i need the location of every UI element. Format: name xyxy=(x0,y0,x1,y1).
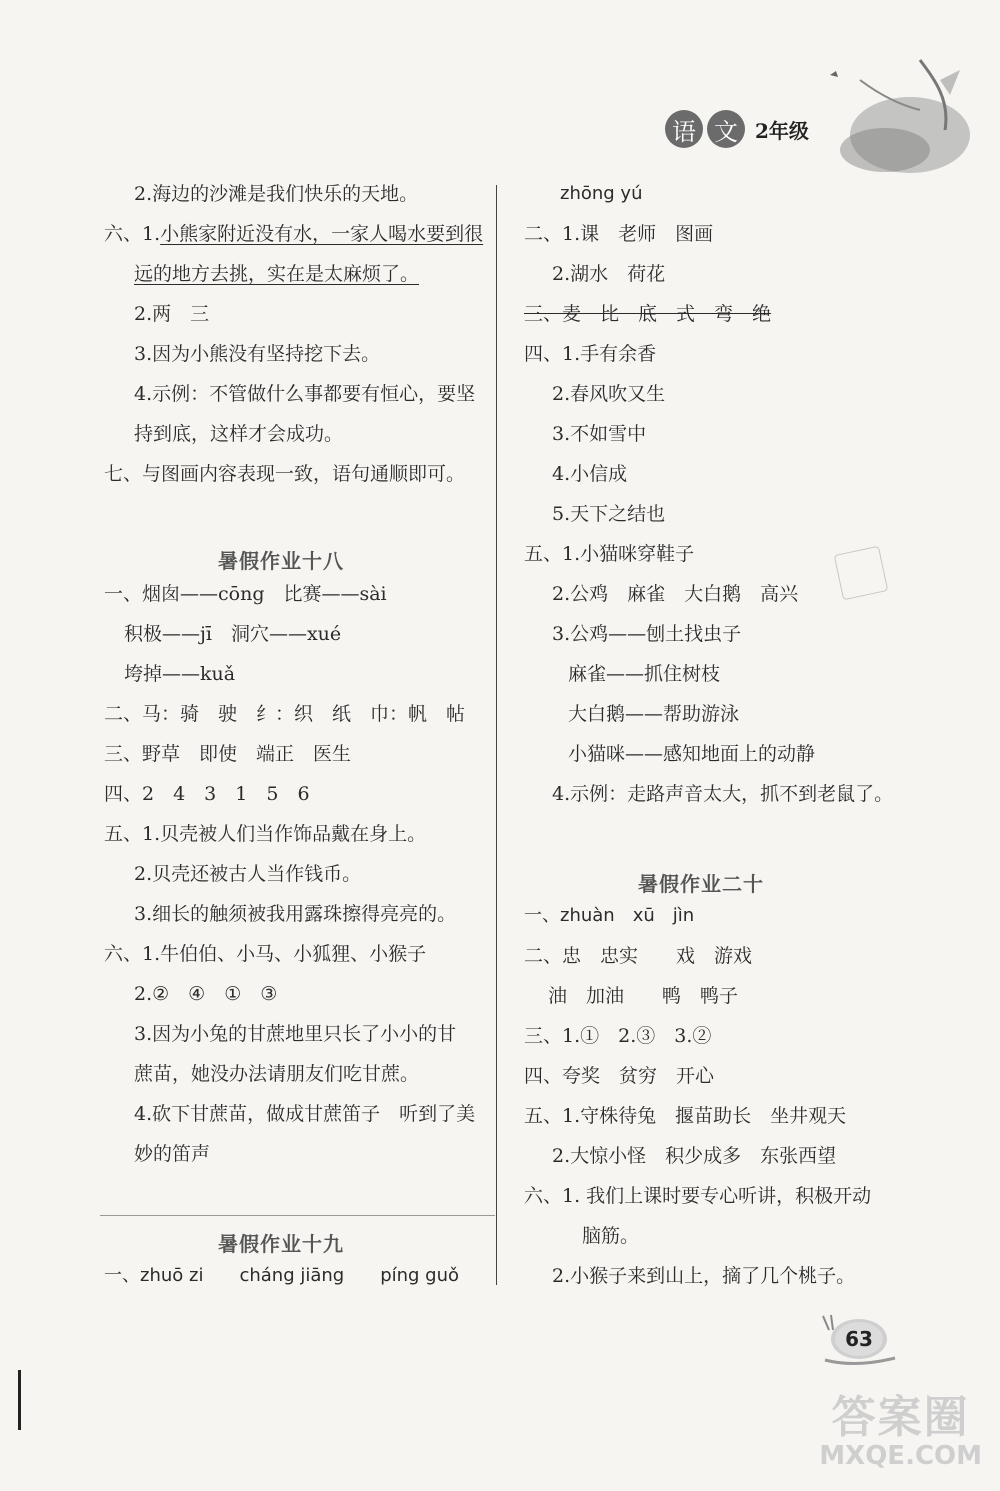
answer-line: 五、1.贝壳被人们当作饰品戴在身上。 xyxy=(104,823,427,845)
margin-mark xyxy=(18,1370,21,1430)
answer-line: 2.春风吹又生 xyxy=(552,383,666,405)
underlined-answer: 远的地方去挑，实在是太麻烦了。 xyxy=(134,263,420,285)
question-number: 六、1. xyxy=(104,223,161,245)
answer-line: 五、1.守株待兔 揠苗助长 坐井观天 xyxy=(524,1105,847,1127)
answer-line: 持到底，这样才会成功。 xyxy=(134,423,344,445)
grade-label: 2年级 xyxy=(755,118,809,143)
section-title-19: 暑假作业十九 xyxy=(218,1232,344,1256)
lotus-decoration-icon xyxy=(800,40,970,200)
subject-seal-left: 语 xyxy=(665,110,703,148)
answer-line: 小猫咪——感知地面上的动静 xyxy=(568,743,816,765)
answer-line: 蔗苗，她没办法请朋友们吃甘蔗。 xyxy=(134,1063,420,1085)
subject-badge xyxy=(665,110,809,148)
watermark-url: MXQE.COM xyxy=(819,1441,982,1471)
answer-line: 五、1.小猫咪穿鞋子 xyxy=(524,543,695,565)
answer-line: 妙的笛声 xyxy=(134,1143,211,1165)
answer-line: 一、zhuō zi cháng jiāng píng guǒ xyxy=(104,1265,460,1286)
answer-line: 4.示例：走路声音太大，抓不到老鼠了。 xyxy=(552,783,894,805)
watermark-title: 答案圈 xyxy=(831,1392,970,1443)
section-title-18: 暑假作业十八 xyxy=(218,549,344,573)
answer-line: 3.细长的触须被我用露珠擦得亮亮的。 xyxy=(134,903,457,925)
answer-line: 2.大惊小怪 积少成多 东张西望 xyxy=(552,1145,837,1167)
answer-line: zhōng yú xyxy=(560,183,643,204)
subject-seal-right: 文 xyxy=(707,110,745,148)
page-number: 63 xyxy=(835,1322,883,1356)
answer-line: 3.不如雪中 xyxy=(552,423,647,445)
answer-line: 三、1.① 2.③ 3.② xyxy=(524,1025,712,1047)
section-divider xyxy=(100,1215,495,1216)
answer-line: 大白鹅——帮助游泳 xyxy=(568,703,740,725)
section-title-20: 暑假作业二十 xyxy=(638,872,764,896)
column-divider xyxy=(496,185,497,1285)
answer-line: 2.② ④ ① ③ xyxy=(134,983,278,1005)
answer-line: 七、与图画内容表现一致，语句通顺即可。 xyxy=(104,463,466,485)
answer-line: 3.因为小兔的甘蔗地里只长了小小的甘 xyxy=(134,1023,457,1045)
answer-line: 四、夸奖 贫穷 开心 xyxy=(524,1065,715,1087)
answer-line: 积极——jī 洞穴——xué xyxy=(124,623,342,645)
watermark xyxy=(819,1381,982,1471)
stamp-mark xyxy=(834,546,889,601)
answer-line: 2.湖水 荷花 xyxy=(552,263,666,285)
answer-line: 脑筋。 xyxy=(582,1225,640,1247)
answer-line: 3.公鸡——刨土找虫子 xyxy=(552,623,742,645)
answer-line: 麻雀——抓住树枝 xyxy=(568,663,721,685)
answer-line: 4.小信成 xyxy=(552,463,628,485)
answer-line: 三、麦 比 底 式 弯 绝 xyxy=(524,303,772,325)
answer-line: 一、zhuàn xū jìn xyxy=(524,905,695,926)
answer-line: 垮掉——kuǎ xyxy=(124,663,236,685)
answer-line: 二、马：骑 驶 纟：织 纸 巾：帆 帖 xyxy=(104,703,466,725)
page-number-badge xyxy=(815,1310,905,1370)
answer-line: 二、1.课 老师 图画 xyxy=(524,223,714,245)
answer-line: 六、1.牛伯伯、小马、小狐狸、小猴子 xyxy=(104,943,427,965)
answer-line: 四、1.手有余香 xyxy=(524,343,657,365)
answer-line: 六、1. 我们上课时要专心听讲，积极开动 xyxy=(524,1185,872,1207)
answer-line: 二、忠 忠实 戏 游戏 xyxy=(524,945,753,967)
answer-line: 2.公鸡 麻雀 大白鹅 高兴 xyxy=(552,583,799,605)
answer-line: 油 加油 鸭 鸭子 xyxy=(548,985,739,1007)
answer-line: 四、2 4 3 1 5 6 xyxy=(104,783,310,805)
answer-line: 3.因为小熊没有坚持挖下去。 xyxy=(134,343,381,365)
answer-line: 4.砍下甘蔗苗，做成甘蔗笛子 听到了美 xyxy=(134,1103,476,1125)
answer-line: 2.海边的沙滩是我们快乐的天地。 xyxy=(134,183,419,205)
answer-line: 2.两 三 xyxy=(134,303,210,325)
underlined-answer: 小熊家附近没有水，一家人喝水要到很 xyxy=(160,223,484,245)
answer-line: 一、烟囱——cōng 比赛——sài xyxy=(104,583,387,605)
answer-line: 5.天下之结也 xyxy=(552,503,666,525)
answer-line: 三、野草 即使 端正 医生 xyxy=(104,743,352,765)
answer-line: 2.贝壳还被古人当作钱币。 xyxy=(134,863,362,885)
answer-line xyxy=(104,220,483,248)
answer-line: 4.示例：不管做什么事都要有恒心，要坚 xyxy=(134,383,476,405)
answer-line: 2.小猴子来到山上，摘了几个桃子。 xyxy=(552,1265,856,1287)
